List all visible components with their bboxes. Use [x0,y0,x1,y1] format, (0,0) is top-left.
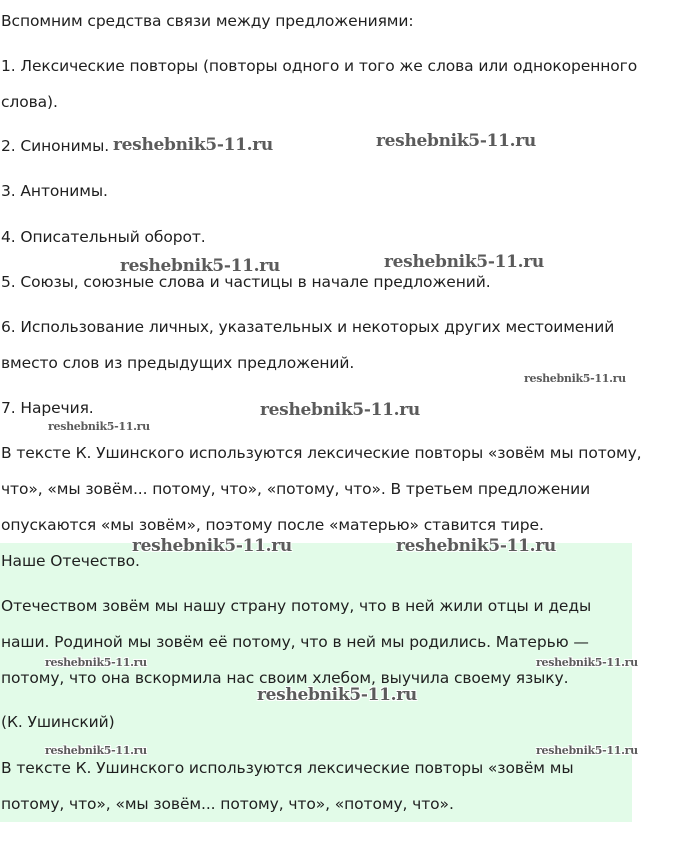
answer-conclusion-line-1: В тексте К. Ушинского используются лексические повторы «зовём мы [1,759,574,777]
watermark: reshebnik5-11.ru [45,744,147,757]
answer-title: Наше Отечество. [1,552,140,570]
answer-text-line-3: потому, что она вскормила нас своим хлебом, выучила своему языку. [1,669,569,687]
analysis-line-1: В тексте К. Ушинского используются лексические повторы «зовём мы потому, [1,444,642,462]
list-item-1-cont: слова). [1,93,58,111]
answer-conclusion-line-2: потому, что», «мы зовём... потому, что», «потому, что». [1,795,454,813]
list-item-4: 4. Описательный оборот. [1,228,206,246]
watermark: reshebnik5-11.ru [260,400,420,420]
watermark: reshebnik5-11.ru [384,252,544,272]
watermark: reshebnik5-11.ru [524,372,626,385]
analysis-line-3: опускаются «мы зовём», поэтому после «матерью» ставится тире. [1,516,544,534]
answer-text-line-1: Отечеством зовём мы нашу страну потому, что в ней жили отцы и деды [1,597,592,615]
intro-title: Вспомним средства связи между предложениями: [1,12,414,30]
watermark: reshebnik5-11.ru [257,685,417,705]
watermark: reshebnik5-11.ru [120,256,280,276]
list-item-6: 6. Использование личных, указательных и некоторых других местоимений [1,318,615,336]
watermark: reshebnik5-11.ru [45,656,147,669]
watermark: reshebnik5-11.ru [536,656,638,669]
answer-text-line-2: наши. Родиной мы зовём её потому, что в ней мы родились. Матерью — [1,633,589,651]
list-item-3: 3. Антонимы. [1,182,108,200]
watermark: reshebnik5-11.ru [48,420,150,433]
watermark: reshebnik5-11.ru [536,744,638,757]
answer-author: (К. Ушинский) [1,713,115,731]
analysis-line-2: что», «мы зовём... потому, что», «потому, что». В третьем предложении [1,480,591,498]
watermark: reshebnik5-11.ru [396,536,556,556]
watermark: reshebnik5-11.ru [376,131,536,151]
watermark: reshebnik5-11.ru [132,536,292,556]
list-item-1: 1. Лексические повторы (повторы одного и того же слова или однокоренного [1,57,638,75]
list-item-7: 7. Наречия. [1,399,94,417]
list-item-5: 5. Союзы, союзные слова и частицы в начале предложений. [1,273,491,291]
list-item-6-cont: вместо слов из предыдущих предложений. [1,354,355,372]
list-item-2: 2. Синонимы. [1,137,110,155]
watermark: reshebnik5-11.ru [113,135,273,155]
